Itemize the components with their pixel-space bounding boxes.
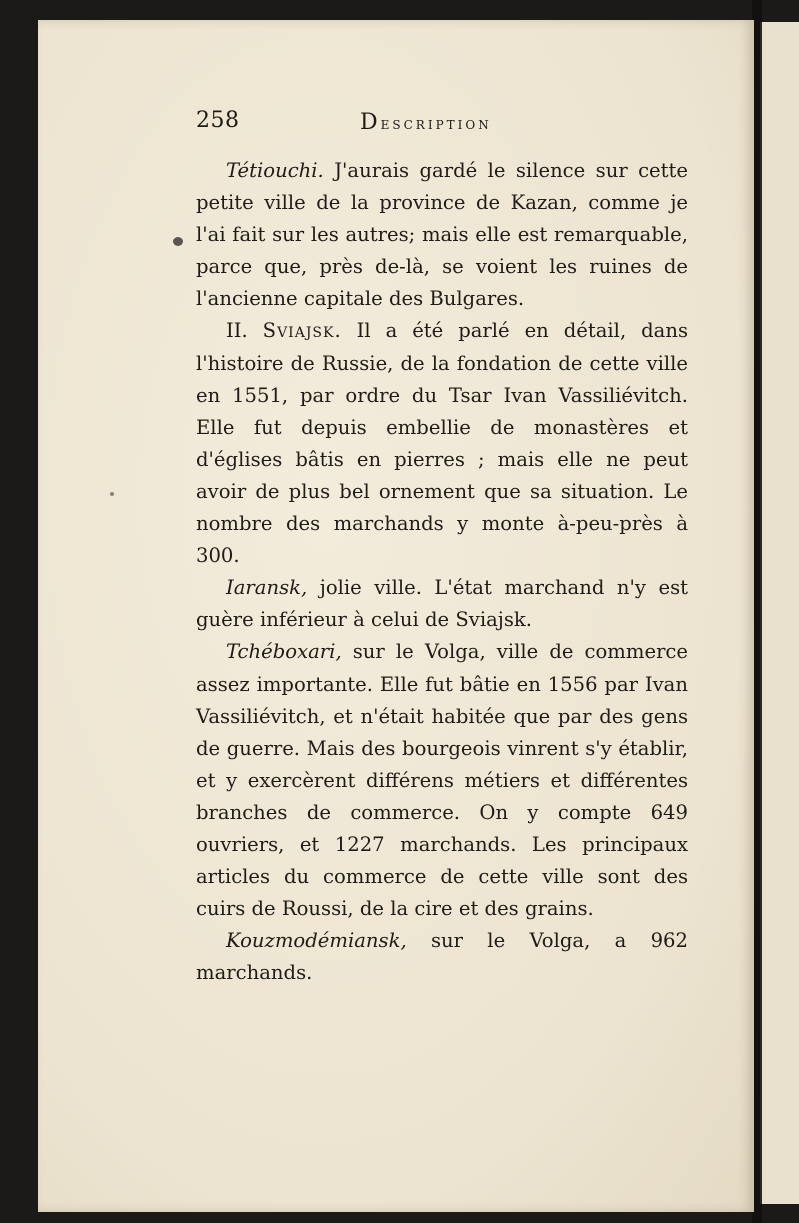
place-name: Sviajsk. — [262, 319, 342, 343]
page-header — [196, 108, 696, 142]
paragraph-text: jolie ville. L'état marchand n'y est guère inférieur à celui de Sviajsk. — [196, 576, 688, 632]
place-name: Iaransk, — [226, 576, 308, 600]
paragraph-iaransk — [196, 572, 688, 636]
running-title: Description — [360, 110, 492, 135]
paragraph-text: Il a été parlé en détail, dans l'histoire de Russie, de la fondation de cette ville en 1551, par ordre du Tsar Ivan Vassiliévitch. Elle fut depuis embellie de monastères et d'églises bâtis en pierres ; mais elle ne peut avoir de plus bel ornement que sa situation. Le nombre des marchands y monte à-peu-près à 300. — [196, 319, 688, 568]
ink-blot — [173, 237, 183, 246]
facing-page-edge — [760, 22, 799, 1204]
place-name: Kouzmodémiansk, — [226, 929, 407, 953]
body-text — [196, 155, 688, 989]
paragraph-text: sur le Volga, a 962 marchands. — [196, 929, 688, 985]
paragraph-tetiouchi — [196, 155, 688, 315]
place-name: Tchéboxari, — [226, 640, 342, 664]
paragraph-kouzmodemiansk — [196, 925, 688, 989]
place-name: Tétiouchi. — [226, 159, 324, 182]
paragraph-sviajsk — [196, 315, 688, 572]
section-number: II. — [226, 319, 263, 343]
paper-speck — [110, 492, 114, 496]
page-number: 258 — [196, 108, 240, 133]
paragraph-tcheboxari — [196, 636, 688, 925]
paragraph-text: sur le Volga, ville de commerce assez importante. Elle fut bâtie en 1556 par Ivan Vassiliévitch, et n'était habitée que par des gens de guerre. Mais des bourgeois vinrent s'y établir, et y exercèrent différens métiers et différentes branches de commerce. On y compte 649 ouvriers, et 1227 marchands. Les principaux articles du commerce de cette ville sont des cuirs de Roussi, de la cire et des grains. — [196, 640, 688, 921]
paragraph-text: J'aurais gardé le silence sur cette petite ville de la province de Kazan, comme je l'ai fait sur les autres; mais elle est remarquable, parce que, près de-là, se voient les ruines de l'ancienne capitale des Bulgares. — [196, 159, 688, 311]
